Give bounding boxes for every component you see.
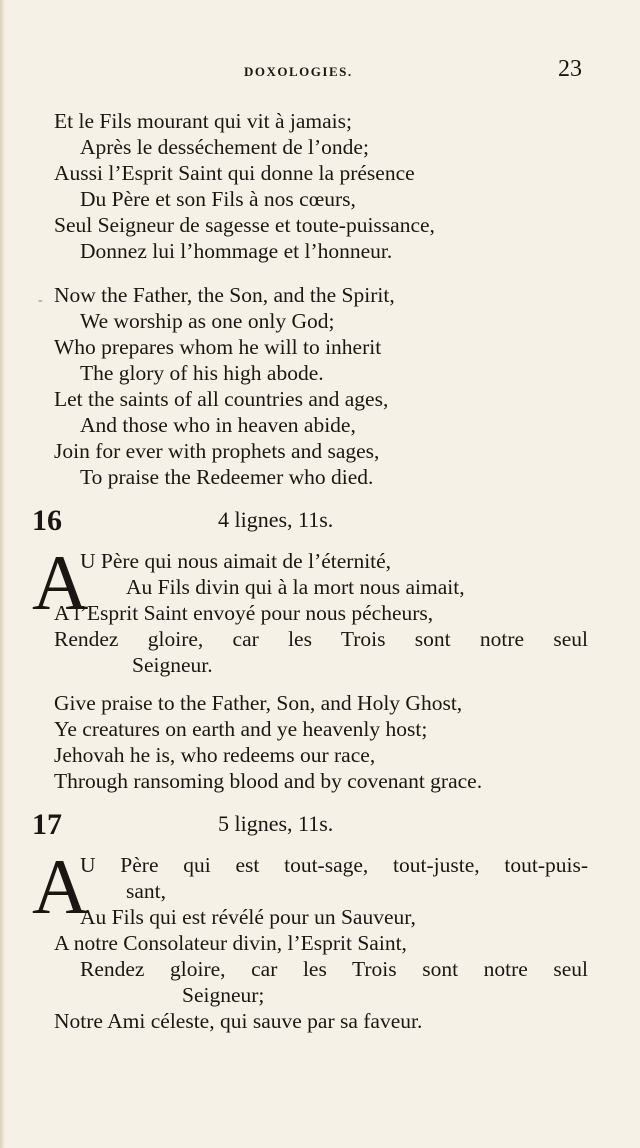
verse-line: Seigneur; xyxy=(182,983,265,1007)
verse-line: Give praise to the Father, Son, and Holy Ghost, xyxy=(54,691,463,715)
verse-line: The glory of his high abode. xyxy=(80,361,324,385)
verse-line: Who prepares whom he will to inherit xyxy=(54,335,382,359)
verse-line: U Père qui est tout-sage, tout-juste, tout-puis- xyxy=(80,853,588,877)
verse-line: To praise the Redeemer who died. xyxy=(80,465,374,489)
verse-line: Donnez lui l’hommage et l’honneur. xyxy=(80,239,393,263)
page-header xyxy=(0,56,640,86)
page-number: 23 xyxy=(558,56,582,82)
page-edge-shadow xyxy=(0,0,5,1148)
verse-line: Join for ever with prophets and sages, xyxy=(54,439,380,463)
verse-line: Au Fils qui est révélé pour un Sauveur, xyxy=(80,905,416,929)
verse-line: Through ransoming blood and by covenant grace. xyxy=(54,769,483,793)
verse-line: Après le desséchement de l’onde; xyxy=(80,135,369,159)
verse-line: Rendez gloire, car les Trois sont notre seul xyxy=(80,957,588,981)
verse-line: Seigneur. xyxy=(132,653,213,677)
hymn-meter: 5 lignes, 11s. xyxy=(218,811,334,836)
hymn-number: 17 xyxy=(32,808,62,841)
verse-line: A notre Consolateur divin, l’Esprit Saint, xyxy=(54,931,407,955)
verse-line: U Père qui nous aimait de l’éternité, xyxy=(80,549,392,573)
running-title: DOXOLOGIES. xyxy=(244,64,353,79)
verse-line: sant, xyxy=(126,879,167,903)
verse-line: And those who in heaven abide, xyxy=(80,413,356,437)
verse-line: Ye creatures on earth and ye heavenly host; xyxy=(54,717,428,741)
verse-line: Jehovah he is, who redeems our race, xyxy=(54,743,376,767)
hymn-meter: 4 lignes, 11s. xyxy=(218,507,334,532)
verse-line: Now the Father, the Son, and the Spirit, xyxy=(54,283,395,307)
verse-line: Notre Ami céleste, qui sauve par sa faveur. xyxy=(54,1009,423,1033)
verse-line: Du Père et son Fils à nos cœurs, xyxy=(80,187,356,211)
verse-line: Et le Fils mourant qui vit à jamais; xyxy=(54,109,352,133)
hymn-number: 16 xyxy=(32,504,62,537)
verse-line: Let the saints of all countries and ages, xyxy=(54,387,389,411)
verse-line: Aussi l’Esprit Saint qui donne la présence xyxy=(54,161,415,185)
verse-line: We worship as one only God; xyxy=(80,309,335,333)
verse-line: Rendez gloire, car les Trois sont notre seul xyxy=(54,627,588,651)
drop-cap: A xyxy=(32,843,89,930)
margin-dash: - xyxy=(38,293,43,308)
drop-cap: A xyxy=(32,539,89,626)
verse-line: Au Fils divin qui à la mort nous aimait, xyxy=(126,575,465,599)
verse-line: Seul Seigneur de sagesse et toute-puissance, xyxy=(54,213,435,237)
verse-line: A l’Esprit Saint envoyé pour nous pécheurs, xyxy=(54,601,434,625)
